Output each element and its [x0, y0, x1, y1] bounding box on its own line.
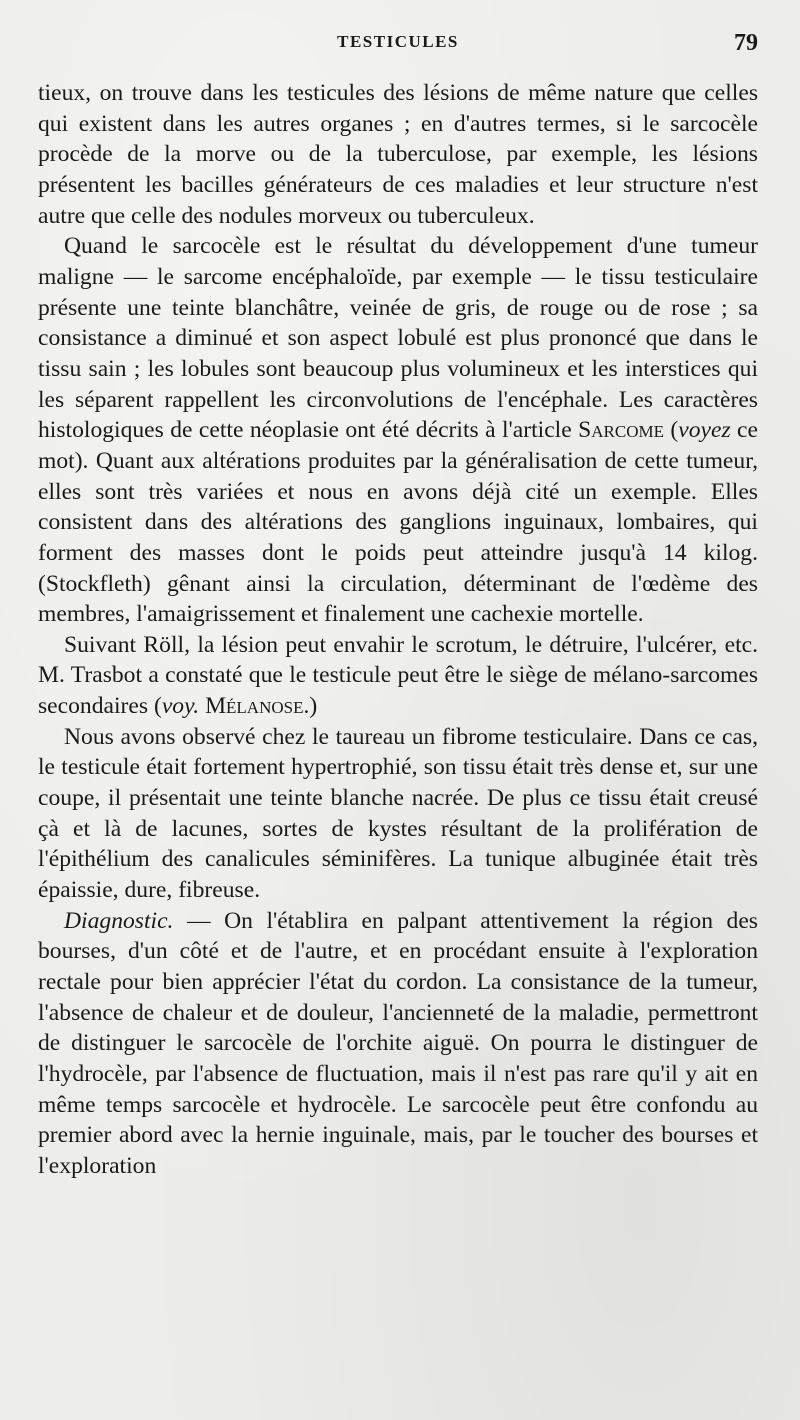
paragraph-text: Nous avons observé chez le taureau un fibrome testiculaire. Dans ce cas, le testicule était fortement hypertrophié, son tissu était très dense et, sur une coupe, il présentait une teinte blanche nacrée. De plus ce tissu était creusé çà et là de lacunes, sortes de kystes résultant de la prolifération de l'épithélium des canalicules séminifères. La tunique albuginée était très épaissie, dure, fibreuse. [38, 723, 758, 904]
paragraph-text: tieux, on trouve dans les testicules des lésions de même nature que celles qui existent dans les autres organes ; en d'autres termes, si le sarcocèle procède de la morve ou de la tuberculose, par exemple, les lésions présentent les bacilles générateurs de ces maladies et leur structure n'est autre que celle des nodules morveux ou tuberculeux. [38, 80, 758, 229]
paragraph-text-after: .) [303, 693, 318, 720]
paragraph-text: Quand le sarcocèle est le résultat du développement d'une tumeur maligne — le sarcome encéphaloïde, par exemple — le tissu testiculaire présente une teinte blanchâtre, veinée de gris, de rouge ou de rose ; sa consistance a diminué et son aspect lobulé est plus prononcé que dans le tissu sain ; les lobules sont beaucoup plus volumineux et les interstices qui les séparent rappellent les circonvolutions de l'encéphale. Les caractères histologiques de cette néoplasie ont été décrits à l'article [38, 233, 758, 444]
body-text [38, 78, 758, 1182]
paragraph-sarcoma: Quand le sarcocèle est le résultat du développement d'une tumeur maligne — le sarcome encéphaloïde, par exemple — le tissu testiculaire présente une teinte blanchâtre, veinée de gris, de rouge ou de rose ; sa consistance a diminué et son aspect lobulé est plus prononcé que dans le tissu sain ; les lobules sont beaucoup plus volumineux et les interstices qui les séparent rappellent les circonvolutions de l'encéphale. Les caractères histologiques de cette néoplasie ont été décrits à l'article Sarcome (voyez ce mot). Quant aux altérations produites par la généralisation de cette tumeur, elles sont très variées et nous en avons déjà cité un exemple. Elles consistent dans des altérations des ganglions inguinaux, lombaires, qui forment des masses dont le poids peut atteindre jusqu'à 14 kilog. (Stockfleth) gênant ainsi la circulation, déterminant de l'œdème des membres, l'amaigrissement et finalement une cachexie mortelle. [38, 233, 759, 628]
paragraph-text: — On l'établira en palpant attentivement la région des bourses, d'un côté et de l'autre, et en procédant ensuite à l'exploration rectale pour bien apprécier l'état du cordon. La consistance de la tumeur, l'absence de chaleur et de douleur, l'ancienneté de la maladie, permettront de distinguer le sarcocèle de l'orchite aiguë. On pourra le distinguer de l'hydrocèle, par l'absence de fluctuation, mais il n'est pas rare qu'il y ait en même temps sarcocèle et hydrocèle. Le sarcocèle peut être confondu au premier abord avec la hernie inguinale, mais, par le toucher des bourses et l'exploration [38, 907, 758, 1179]
paragraph-text: Suivant Röll, la lésion peut envahir le scrotum, le détruire, l'ulcérer, etc. M. Trasbot a constaté que le testicule peut être le siège de mélano-sarcomes secondaires ( [38, 631, 758, 720]
paragraph-roll [38, 630, 758, 722]
paragraph-text-after: ce mot). Quant aux altérations produites par la généralisation de cette tumeur, elles sont très variées et nous en avons déjà cité un exemple. Elles consistent dans des altérations des ganglions inguinaux, lombaires, qui forment des masses dont le poids peut atteindre jusqu'à 14 kilog. (Stockfleth) gênant ainsi la circulation, déterminant de l'œdème des membres, l'amaigrissement et finalement une cachexie mortelle. [38, 417, 759, 628]
paragraph-fibroma [38, 722, 758, 906]
cross-reference-note: voyez [678, 417, 731, 444]
paragraph-continuation [38, 78, 758, 231]
cross-reference: Mélanose [205, 693, 304, 720]
paragraph-diagnostic [38, 906, 758, 1182]
cross-reference-note: voy. [161, 693, 200, 720]
page-number: 79 [734, 30, 758, 56]
running-title: TESTICULES [337, 32, 459, 51]
running-head [38, 30, 758, 64]
section-heading: Diagnostic. [64, 907, 174, 934]
cross-reference: Sarcome [578, 417, 664, 444]
